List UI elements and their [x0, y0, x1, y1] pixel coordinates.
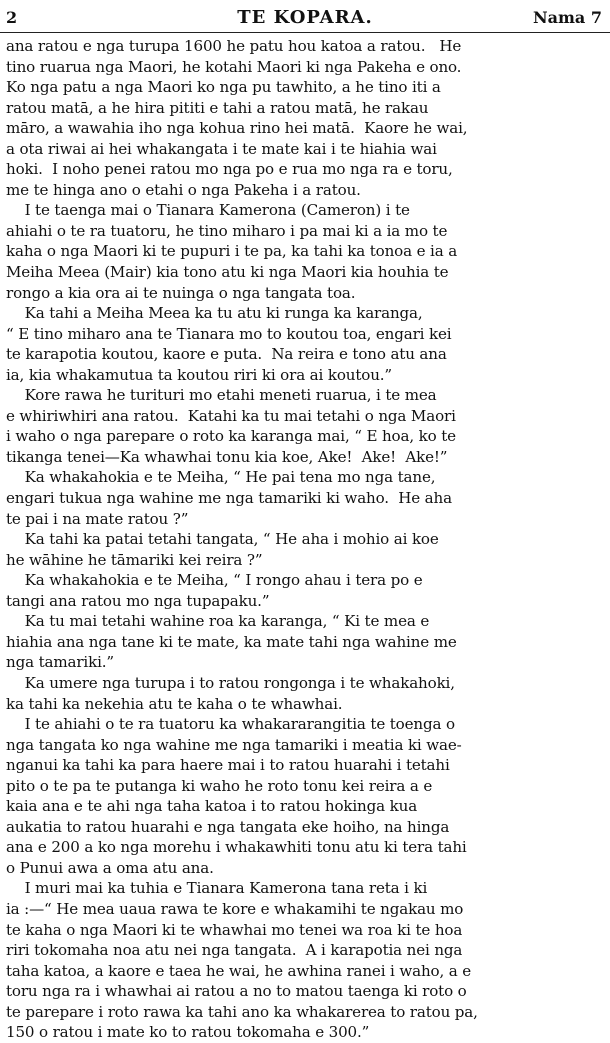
- text-line: ia :—“ He mea uaua rawa te kore e whakamihi te ngakau mo: [6, 899, 464, 918]
- text-line: I te ahiahi o te ra tuatoru ka whakararangitia te toenga o: [6, 715, 455, 734]
- text-line: tino ruarua nga Maori, he kotahi Maori ki nga Pakeha e ono.: [6, 57, 462, 76]
- text-line: kaha o nga Maori ki te pupuri i te pa, ka tahi ka tonoa e ia a: [6, 242, 458, 261]
- text-line: te kaha o nga Maori ki te whawhai mo tenei wa roa ki te hoa: [6, 920, 463, 939]
- text-line: e whiriwhiri ana ratou. Katahi ka tu mai tetahi o nga Maori: [6, 406, 456, 425]
- text-line: 150 o ratou i mate ko to ratou tokomaha e 300.”: [6, 1023, 370, 1042]
- text-line: pito o te pa te putanga ki waho he roto tonu kei reira a e: [6, 776, 433, 795]
- text-line: aukatia to ratou huarahi e nga tangata eke hoiho, na hinga: [6, 817, 450, 836]
- text-line: kaia ana e te ahi nga taha katoa i to ratou hokinga kua: [6, 797, 418, 816]
- text-line: engari tukua nga wahine me nga tamariki ki waho. He aha: [6, 489, 452, 508]
- text-line: hoki. I noho penei ratou mo nga po e rua mo nga ra e toru,: [6, 160, 453, 179]
- text-line: Ko nga patu a nga Maori ko nga pu tawhito, a he tino iti a: [6, 78, 441, 97]
- text-line: rongo a kia ora ai te nuinga o nga tangata toa.: [6, 283, 356, 302]
- running-title: TE KOPARA.: [237, 7, 373, 28]
- text-line: “ E tino miharo ana te Tianara mo to koutou toa, engari kei: [6, 324, 452, 343]
- chapter-label: Nama 7: [533, 8, 602, 27]
- text-line: Ka tu mai tetahi wahine roa ka karanga, “ Ki te mea e: [6, 612, 430, 631]
- text-line: toru nga ra i whawhai ai ratou a no to matou taenga ki roto o: [6, 982, 467, 1001]
- text-line: ana e 200 a ko nga morehu i whakawhiti tonu atu ki tera tahi: [6, 838, 467, 857]
- text-line: te karapotia koutou, kaore e puta. Na reira e tono atu ana: [6, 345, 447, 364]
- text-line: Kore rawa he turituri mo etahi meneti ruarua, i te mea: [6, 386, 437, 405]
- text-line: Ka tahi ka patai tetahi tangata, “ He aha i mohio ai koe: [6, 530, 439, 549]
- text-line: te parepare i roto rawa ka tahi ano ka whakarerea to ratou pa,: [6, 1002, 478, 1021]
- text-line: Ka whakahokia e te Meiha, “ I rongo ahau i tera po e: [6, 571, 423, 590]
- text-line: he wāhine he tāmariki kei reira ?”: [6, 550, 263, 569]
- text-line: i waho o nga parepare o roto ka karanga mai, “ E hoa, ko te: [6, 427, 456, 446]
- text-line: Ka whakahokia e te Meiha, “ He pai tena mo nga tane,: [6, 468, 436, 487]
- text-line: ia, kia whakamutua ta koutou riri ki ora ai koutou.”: [6, 365, 393, 384]
- text-line: taha katoa, a kaore e taea he wai, he awhina ranei i waho, a e: [6, 961, 472, 980]
- page-header: [0, 2, 610, 33]
- text-line: a ota riwai ai hei whakangata i te mate kai i te hiahia wai: [6, 139, 437, 158]
- text-line: nga tangata ko nga wahine me nga tamariki i meatia ki wae-: [6, 735, 462, 754]
- text-line: ka tahi ka nekehia atu te kaha o te whawhai.: [6, 694, 343, 713]
- text-line: tangi ana ratou mo nga tupapaku.”: [6, 591, 270, 610]
- text-line: tikanga tenei—Ka whawhai tonu kia koe, Ake! Ake! Ake!”: [6, 447, 448, 466]
- text-line: I muri mai ka tuhia e Tianara Kamerona tana reta i ki: [6, 879, 428, 898]
- text-line: Ka tahi a Meiha Meea ka tu atu ki runga ka karanga,: [6, 304, 423, 323]
- page-number: 2: [6, 8, 18, 27]
- text-line: ana ratou e nga turupa 1600 he patu hou katoa a ratou. He: [6, 37, 462, 55]
- text-line: ratou matā, a he hira pititi e tahi a ratou matā, he rakau: [6, 98, 429, 117]
- text-line: nga tamariki.”: [6, 653, 114, 672]
- text-line: me te hinga ano o etahi o nga Pakeha i a ratou.: [6, 180, 361, 199]
- text-line: Meiha Meea (Mair) kia tono atu ki nga Maori kia houhia te: [6, 263, 449, 282]
- text-line: nganui ka tahi ka para haere mai i to ratou huarahi i tetahi: [6, 756, 450, 775]
- text-line: ahiahi o te ra tuatoru, he tino miharo i pa mai ki a ia mo te: [6, 221, 448, 240]
- text-line: o Punui awa a oma atu ana.: [6, 858, 214, 877]
- text-line: māro, a wawahia iho nga kohua rino hei matā. Kaore he wai,: [6, 119, 468, 138]
- text-line: hiahia ana nga tane ki te mate, ka mate tahi nga wahine me: [6, 632, 457, 651]
- text-line: Ka umere nga turupa i to ratou rongonga i te whakahoki,: [6, 673, 455, 692]
- page-body: [6, 36, 604, 1043]
- text-line: te pai i na mate ratou ?”: [6, 509, 189, 528]
- text-line: riri tokomaha noa atu nei nga tangata. A i karapotia nei nga: [6, 941, 463, 960]
- text-line: I te taenga mai o Tianara Kamerona (Cameron) i te: [6, 201, 410, 220]
